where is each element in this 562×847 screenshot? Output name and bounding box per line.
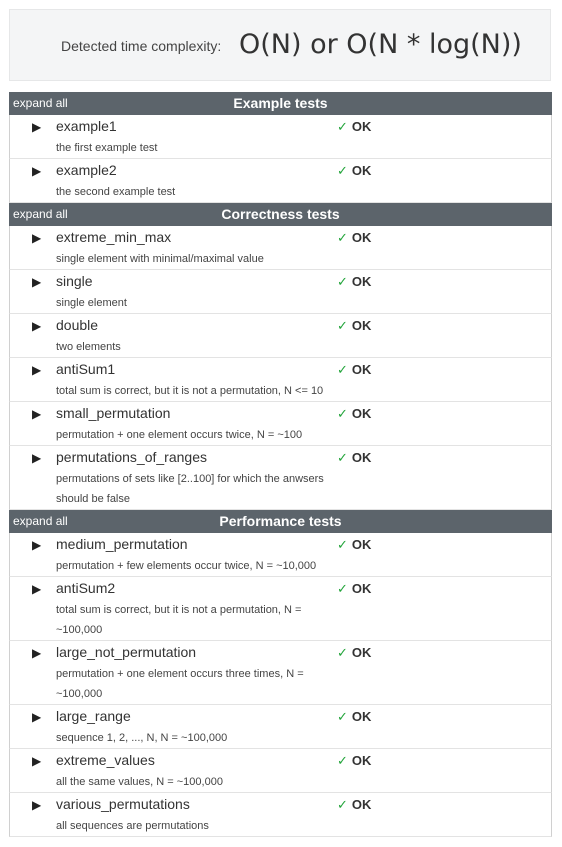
check-icon: ✓	[337, 581, 348, 596]
test-row[interactable]	[9, 115, 552, 159]
test-row[interactable]	[9, 705, 552, 749]
test-name: small_permutation	[56, 405, 171, 421]
test-description: permutation + few elements occur twice, N = ~10,000	[56, 560, 317, 572]
test-row[interactable]	[9, 270, 552, 314]
section-title: Example tests	[233, 95, 328, 111]
test-name: permutations_of_ranges	[56, 449, 207, 465]
test-description: two elements	[56, 341, 121, 353]
test-row[interactable]	[9, 533, 552, 577]
test-description: single element	[56, 297, 127, 309]
expand-arrow-icon[interactable]: ▶	[32, 710, 42, 724]
test-status: ✓ OK	[337, 450, 372, 465]
test-status: ✓ OK	[337, 362, 372, 377]
test-status: ✓ OK	[337, 537, 372, 552]
test-row[interactable]	[9, 749, 552, 793]
test-name: extreme_min_max	[56, 229, 172, 245]
test-description: permutation + one element occurs three times, N = ~100,000	[56, 668, 304, 700]
section-title: Correctness tests	[221, 206, 340, 222]
test-status: ✓ OK	[337, 274, 372, 289]
test-description: all sequences are permutations	[56, 820, 209, 832]
test-row[interactable]	[9, 314, 552, 358]
check-icon: ✓	[337, 119, 348, 134]
test-row[interactable]	[9, 577, 552, 641]
test-status: ✓ OK	[337, 406, 372, 421]
section-header-performance-tests	[9, 510, 552, 533]
complexity-value: O(N) or O(N * log(N))	[239, 29, 522, 60]
test-name: medium_permutation	[56, 536, 188, 552]
section-header-example-tests	[9, 92, 552, 115]
complexity-panel	[9, 9, 551, 81]
expand-all-button[interactable]: expand all	[13, 207, 68, 221]
test-status: ✓ OK	[337, 318, 372, 333]
expand-all-button[interactable]: expand all	[13, 96, 68, 110]
test-name: large_not_permutation	[56, 644, 197, 660]
test-status: ✓ OK	[337, 119, 372, 134]
expand-arrow-icon[interactable]: ▶	[32, 407, 42, 421]
test-name: example1	[56, 118, 117, 134]
test-description: total sum is correct, but it is not a permutation, N <= 10	[56, 385, 324, 397]
test-description: all the same values, N = ~100,000	[56, 776, 223, 788]
check-icon: ✓	[337, 709, 348, 724]
test-description: permutations of sets like [2..100] for which the anwsers should be false	[56, 473, 324, 505]
test-description: the first example test	[56, 142, 158, 154]
check-icon: ✓	[337, 753, 348, 768]
expand-arrow-icon[interactable]: ▶	[32, 275, 42, 289]
test-name: double	[56, 317, 99, 333]
expand-arrow-icon[interactable]: ▶	[32, 798, 42, 812]
expand-arrow-icon[interactable]: ▶	[32, 231, 42, 245]
check-icon: ✓	[337, 274, 348, 289]
test-description: total sum is correct, but it is not a permutation, N = ~100,000	[56, 604, 302, 636]
test-description: single element with minimal/maximal value	[56, 253, 264, 265]
test-status: ✓ OK	[337, 581, 372, 596]
test-description: permutation + one element occurs twice, N = ~100	[56, 429, 303, 441]
expand-all-button[interactable]: expand all	[13, 514, 68, 528]
expand-arrow-icon[interactable]: ▶	[32, 164, 42, 178]
check-icon: ✓	[337, 230, 348, 245]
expand-arrow-icon[interactable]: ▶	[32, 754, 42, 768]
check-icon: ✓	[337, 406, 348, 421]
expand-arrow-icon[interactable]: ▶	[32, 646, 42, 660]
test-row[interactable]	[9, 402, 552, 446]
test-results	[9, 92, 552, 837]
test-name: example2	[56, 162, 117, 178]
expand-arrow-icon[interactable]: ▶	[32, 120, 42, 134]
test-name: various_permutations	[56, 796, 190, 812]
test-name: antiSum2	[56, 580, 116, 596]
expand-arrow-icon[interactable]: ▶	[32, 363, 42, 377]
test-status: ✓ OK	[337, 645, 372, 660]
test-status: ✓ OK	[337, 709, 372, 724]
check-icon: ✓	[337, 797, 348, 812]
test-status: ✓ OK	[337, 797, 372, 812]
expand-arrow-icon[interactable]: ▶	[32, 319, 42, 333]
check-icon: ✓	[337, 645, 348, 660]
test-row[interactable]	[9, 793, 552, 837]
test-status: ✓ OK	[337, 230, 372, 245]
test-row[interactable]	[9, 159, 552, 203]
test-name: single	[56, 273, 93, 289]
expand-arrow-icon[interactable]: ▶	[32, 538, 42, 552]
test-row[interactable]	[9, 358, 552, 402]
check-icon: ✓	[337, 450, 348, 465]
test-description: sequence 1, 2, ..., N, N = ~100,000	[56, 732, 228, 744]
complexity-label: Detected time complexity:	[61, 38, 222, 54]
test-row[interactable]	[9, 226, 552, 270]
section-title: Performance tests	[219, 513, 342, 529]
check-icon: ✓	[337, 362, 348, 377]
test-name: extreme_values	[56, 752, 155, 768]
expand-arrow-icon[interactable]: ▶	[32, 451, 42, 465]
section-header-correctness-tests	[9, 203, 552, 226]
test-name: antiSum1	[56, 361, 116, 377]
test-name: large_range	[56, 708, 131, 724]
test-description: the second example test	[56, 186, 176, 198]
check-icon: ✓	[337, 537, 348, 552]
check-icon: ✓	[337, 318, 348, 333]
check-icon: ✓	[337, 163, 348, 178]
test-row[interactable]	[9, 641, 552, 705]
test-row[interactable]	[9, 446, 552, 510]
expand-arrow-icon[interactable]: ▶	[32, 582, 42, 596]
test-status: ✓ OK	[337, 753, 372, 768]
test-status: ✓ OK	[337, 163, 372, 178]
